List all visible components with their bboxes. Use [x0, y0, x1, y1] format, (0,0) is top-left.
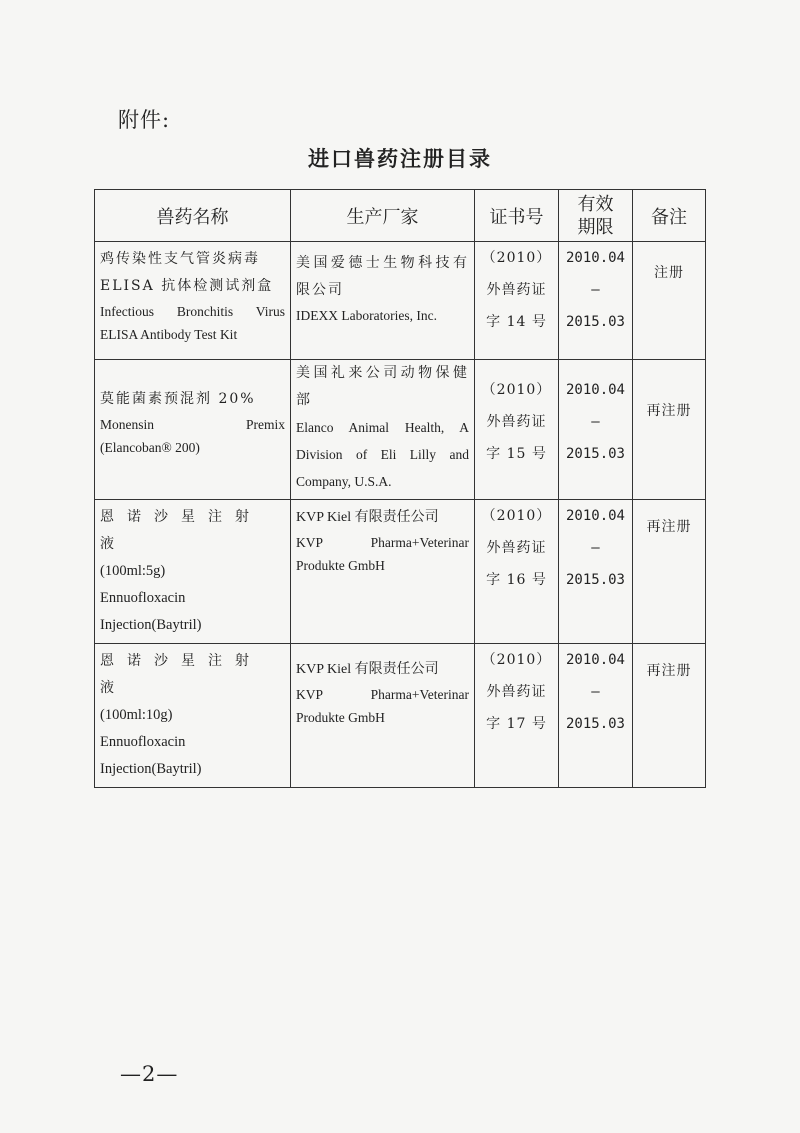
validity-to: 2015.03 [565, 314, 625, 330]
cert-no-prefix: 外兽药证 [486, 282, 547, 298]
manufacturer-zh: 限公司 [296, 282, 344, 298]
header-validity-line1: 有效 [577, 193, 614, 215]
drug-name-cell [95, 500, 291, 644]
table-header-row [95, 190, 706, 242]
cert-no-number: 字 16 号 [486, 572, 547, 588]
header-name: 兽药名称 [95, 190, 291, 242]
document-title: 进口兽药注册目录 [308, 146, 492, 171]
cert-no-prefix: 外兽药证 [486, 684, 547, 700]
cert-no-cell [475, 644, 559, 788]
drug-name-en: ELISA Antibody Test Kit [100, 327, 238, 342]
manufacturer-cell [291, 644, 475, 788]
drug-name-en: (Elancoban® 200) [100, 440, 200, 455]
header-remark: 备注 [633, 190, 706, 242]
header-validity [559, 190, 633, 242]
manufacturer-zh: 部 [296, 392, 312, 408]
cert-no-year: （2010） [481, 652, 552, 668]
cert-no-number: 字 17 号 [486, 716, 547, 732]
drug-name-en: Infectious Bronchitis Virus [100, 304, 285, 319]
drug-name-en: Injection(Baytril) [100, 617, 202, 633]
manufacturer-cell [291, 242, 475, 360]
manufacturer-en: Produkte GmbH [296, 710, 385, 725]
validity-cell [559, 500, 633, 644]
header-manufacturer: 生产厂家 [291, 190, 475, 242]
table-row [95, 644, 706, 788]
table-row [95, 500, 706, 644]
drug-name-en: Injection(Baytril) [100, 761, 202, 777]
validity-dash: – [591, 414, 600, 430]
manufacturer-en: Division of Eli Lilly and [296, 447, 469, 462]
cert-no-prefix: 外兽药证 [486, 540, 547, 556]
validity-dash: – [591, 540, 600, 556]
remark-cell: 再注册 [633, 644, 706, 788]
drug-name-en: Ennuofloxacin [100, 590, 186, 606]
cert-no-year: （2010） [481, 250, 552, 266]
manufacturer-cell [291, 360, 475, 500]
validity-cell [559, 242, 633, 360]
attachment-label: 附件: [118, 108, 171, 132]
table-row [95, 242, 706, 360]
manufacturer-en: Elanco Animal Health, A [296, 420, 469, 435]
manufacturer-en: KVP Pharma+Veterinar [296, 535, 469, 550]
manufacturer-en: KVP Pharma+Veterinar [296, 687, 469, 702]
cert-no-cell [475, 360, 559, 500]
manufacturer-zh: KVP Kiel 有限责任公司 [296, 662, 439, 677]
drug-name-zh-spec: (100ml:5g) [100, 563, 166, 579]
drug-name-cell [95, 242, 291, 360]
manufacturer-en: IDEXX Laboratories, Inc. [296, 308, 437, 323]
drug-name-en: Monensin Premix [100, 417, 285, 432]
remark-cell: 再注册 [633, 500, 706, 644]
validity-from: 2010.04 [565, 250, 625, 266]
manufacturer-zh: KVP Kiel 有限责任公司 [296, 510, 439, 525]
registration-table [94, 189, 706, 788]
cert-no-cell [475, 242, 559, 360]
cert-no-number: 字 14 号 [486, 314, 547, 330]
validity-cell [559, 360, 633, 500]
manufacturer-en: Company, U.S.A. [296, 474, 392, 489]
drug-name-zh: 恩诺沙星注射液 [100, 509, 262, 552]
header-validity-line2: 期限 [577, 216, 614, 238]
cert-no-prefix: 外兽药证 [486, 414, 547, 430]
validity-from: 2010.04 [565, 382, 625, 398]
drug-name-en: Ennuofloxacin [100, 734, 186, 750]
table-row [95, 360, 706, 500]
drug-name-zh: 鸡传染性支气管炎病毒 [100, 251, 260, 267]
header-cert-no: 证书号 [475, 190, 559, 242]
validity-cell [559, 644, 633, 788]
validity-dash: – [591, 684, 600, 700]
cert-no-year: （2010） [481, 508, 552, 524]
drug-name-cell [95, 644, 291, 788]
validity-to: 2015.03 [565, 572, 625, 588]
cert-no-cell [475, 500, 559, 644]
cert-no-number: 字 15 号 [486, 446, 547, 462]
validity-from: 2010.04 [565, 652, 625, 668]
validity-to: 2015.03 [565, 446, 625, 462]
validity-to: 2015.03 [565, 716, 625, 732]
page-number: —2— [120, 1062, 179, 1086]
manufacturer-en: Produkte GmbH [296, 558, 385, 573]
drug-name-zh-spec: (100ml:10g) [100, 707, 173, 723]
remark-cell: 再注册 [633, 360, 706, 500]
drug-name-zh: ELISA 抗体检测试剂盒 [100, 278, 274, 294]
cert-no-year: （2010） [481, 382, 552, 398]
remark-cell: 注册 [633, 242, 706, 360]
validity-from: 2010.04 [565, 508, 625, 524]
drug-name-zh: 恩诺沙星注射液 [100, 653, 262, 696]
drug-name-zh: 莫能菌素预混剂 20% [100, 391, 256, 407]
validity-dash: – [591, 282, 600, 298]
manufacturer-cell [291, 500, 475, 644]
drug-name-cell [95, 360, 291, 500]
manufacturer-zh: 美国爱德士生物科技有 [296, 255, 469, 271]
manufacturer-zh: 美国礼来公司动物保健 [296, 365, 469, 381]
